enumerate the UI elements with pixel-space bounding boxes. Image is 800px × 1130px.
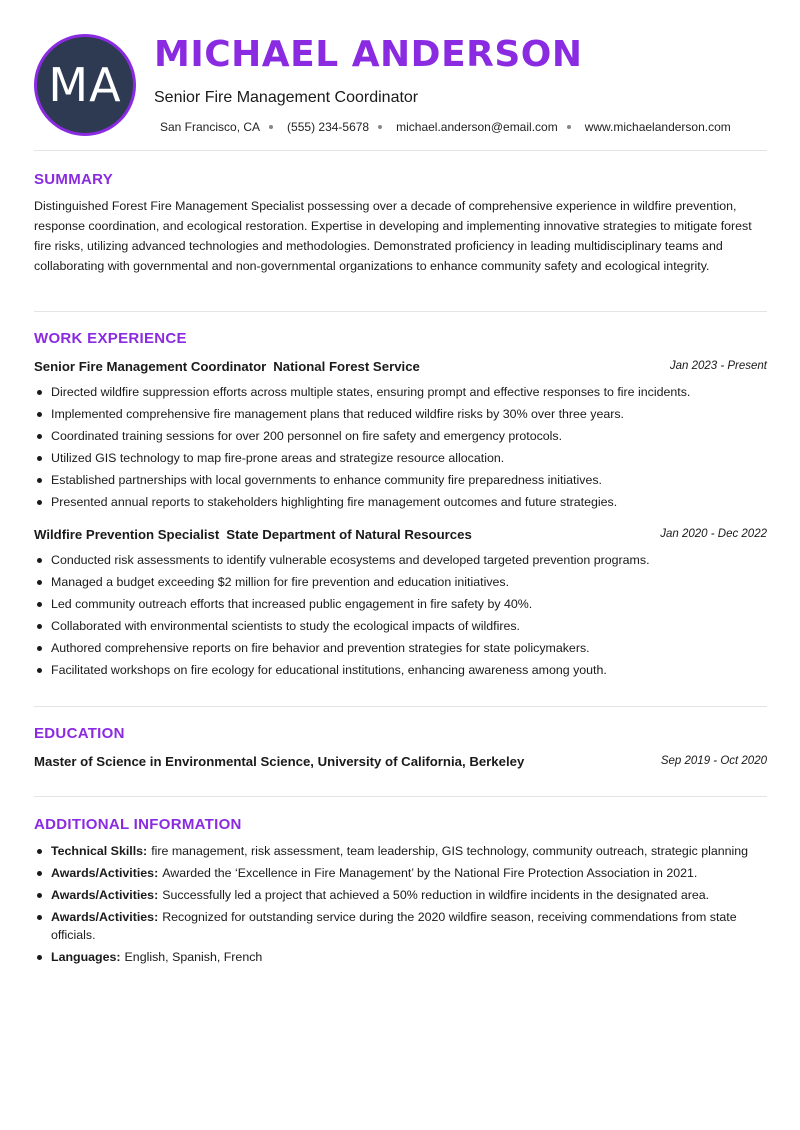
list-item — [34, 842, 767, 860]
info-label: Awards/Activities: — [51, 888, 159, 902]
list-item — [34, 948, 767, 966]
separator-dot-icon — [567, 125, 571, 129]
additional-info-heading: ADDITIONAL INFORMATION — [34, 816, 242, 833]
summary-text: Distinguished Forest Fire Management Specialist possessing over a decade of comprehensive experience in wildfire prevention, response coordination, and ecological restoration. Expertise in developing and implementing innovative strategies to mitigate forest fire risks, utilizing advanced technologies and methodologies. Demonstrated proficiency in leading multidisciplinary teams and collaborating with governmental and non-governmental organizations to enhance community safety and ecological integrity. — [34, 199, 752, 273]
summary-heading: SUMMARY — [34, 171, 114, 188]
job-header — [34, 527, 767, 545]
contact-line — [160, 120, 731, 134]
contact-location: San Francisco, CA — [160, 120, 261, 134]
list-item: Utilized GIS technology to map fire-prone areas and strategize resource allocation. — [34, 450, 767, 472]
list-item: Established partnerships with local governments to enhance community fire preparedness initiatives. — [34, 472, 767, 494]
list-item: Collaborated with environmental scientists to study the ecological impacts of wildfires. — [34, 618, 767, 640]
section-divider — [34, 706, 767, 707]
job-title-line — [34, 527, 472, 542]
list-item: Managed a budget exceeding $2 million for fire prevention and education initiatives. — [34, 574, 767, 596]
job-header — [34, 359, 767, 377]
contact-email[interactable]: michael.anderson@email.com — [396, 120, 558, 134]
education-dates: Sep 2019 - Oct 2020 — [660, 755, 767, 767]
info-label: Awards/Activities: — [51, 910, 159, 924]
separator-dot-icon — [269, 125, 273, 129]
list-item: Conducted risk assessments to identify vulnerable ecosystems and developed targeted prevention programs. — [34, 552, 767, 574]
job-bullets — [34, 552, 767, 684]
info-text: Successfully led a project that achieved a 50% reduction in wildfire incidents in the designated area. — [162, 888, 710, 902]
education-entry — [34, 754, 767, 772]
info-text: fire management, risk assessment, team leadership, GIS technology, community outreach, strategic planning — [151, 844, 749, 858]
job-title-line — [34, 359, 420, 374]
education-heading: EDUCATION — [34, 725, 125, 742]
list-item: Coordinated training sessions for over 200 personnel on fire safety and emergency protocols. — [34, 428, 767, 450]
info-label: Languages: — [51, 950, 121, 964]
job-bullets — [34, 384, 767, 516]
section-divider — [34, 796, 767, 797]
list-item — [34, 908, 767, 944]
section-divider — [34, 150, 767, 151]
job-position: Wildfire Prevention Specialist — [34, 527, 220, 542]
candidate-role: Senior Fire Management Coordinator — [154, 89, 419, 106]
job-position: Senior Fire Management Coordinator — [34, 359, 267, 374]
list-item: Presented annual reports to stakeholders highlighting fire management outcomes and future strategies. — [34, 494, 767, 516]
list-item — [34, 864, 767, 882]
separator-dot-icon — [378, 125, 382, 129]
list-item — [34, 886, 767, 904]
job-organization: State Department of Natural Resources — [226, 527, 472, 542]
education-degree: Master of Science in Environmental Science, University of California, Berkeley — [34, 754, 525, 769]
section-divider — [34, 311, 767, 312]
info-text: English, Spanish, French — [124, 950, 263, 964]
list-item: Facilitated workshops on fire ecology for educational institutions, enhancing awareness among youth. — [34, 662, 767, 684]
avatar — [34, 34, 136, 136]
avatar-initials: MA — [48, 58, 122, 112]
additional-info-list — [34, 842, 767, 970]
job-dates: Jan 2023 - Present — [669, 360, 767, 372]
list-item: Authored comprehensive reports on fire behavior and prevention strategies for state policymakers. — [34, 640, 767, 662]
info-label: Awards/Activities: — [51, 866, 159, 880]
job-dates: Jan 2020 - Dec 2022 — [660, 528, 767, 540]
list-item: Implemented comprehensive fire management plans that reduced wildfire risks by 30% over three years. — [34, 406, 767, 428]
info-label: Technical Skills: — [51, 844, 148, 858]
info-text: Awarded the ‘Excellence in Fire Management’ by the National Fire Protection Association in 2021. — [162, 866, 698, 880]
work-experience-heading: WORK EXPERIENCE — [34, 330, 187, 347]
contact-phone: (555) 234-5678 — [287, 120, 370, 134]
info-text: Recognized for outstanding service during the 2020 wildfire season, receiving commendations from state officials. — [51, 910, 737, 942]
list-item: Led community outreach efforts that increased public engagement in fire safety by 40%. — [34, 596, 767, 618]
job-organization: National Forest Service — [273, 359, 420, 374]
candidate-name: MICHAEL ANDERSON — [154, 34, 583, 75]
list-item: Directed wildfire suppression efforts across multiple states, ensuring prompt and effective responses to fire incidents. — [34, 384, 767, 406]
contact-website[interactable]: www.michaelanderson.com — [584, 120, 731, 134]
